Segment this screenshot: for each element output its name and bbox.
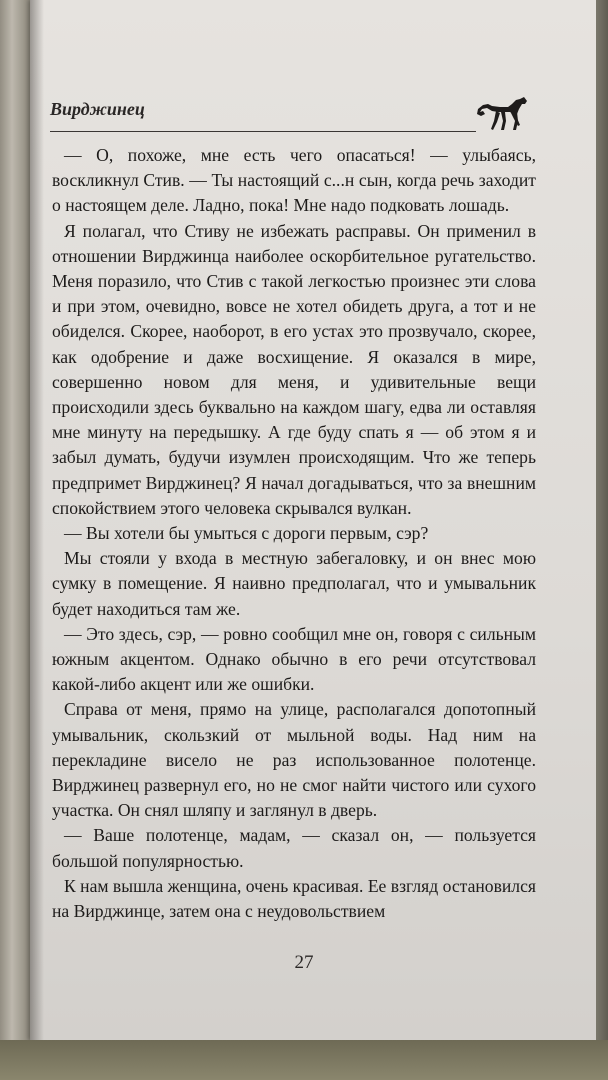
- paragraph: К нам вышла женщина, очень красивая. Ее взгляд остановился на Вирджинце, затем она с неудовольствием: [52, 875, 536, 922]
- body-text: [52, 143, 536, 924]
- paragraph: — О, похоже, мне есть чего опасаться! — улыбаясь, воскликнул Стив. — Ты настоящий с...н сын, когда речь заходит о настоящем деле. Ладно, пока! Мне надо подковать лошадь.: [52, 145, 536, 216]
- page-number: 27: [294, 952, 314, 973]
- paragraph: Мы стояли у входа в местную забегаловку, и он внес мою сумку в помещение. Я наивно предполагал, что и умывальник будет находиться там же.: [52, 548, 536, 619]
- adjacent-page-edge: [0, 0, 30, 1080]
- paragraph: — Вы хотели бы умыться с дороги первым, сэр?: [64, 523, 429, 544]
- page-stack-edge: [596, 0, 608, 1040]
- paragraph: — Это здесь, сэр, — ровно сообщил мне он, говоря с сильным южным акцентом. Однако обычно в его речи отсутствовал какой-либо акцент или же ошибки.: [52, 623, 536, 695]
- horse-icon: [474, 95, 530, 137]
- running-header-title: Вирджинец: [50, 99, 145, 119]
- header-rule: [50, 131, 476, 132]
- desk-surface: [0, 1040, 608, 1080]
- paragraph: Справа от меня, прямо на улице, располагался допотопный умывальник, скользкий от мыльной воды. Над ним на перекладине висело не раз использованное полотенце. Вирджинец развернул его, но не смог найти чистого или сухого участка. Он снял шляпу и заглянул в дверь.: [52, 699, 536, 821]
- paragraph: — Ваше полотенце, мадам, — сказал он, — пользуется большой популярностью.: [52, 825, 536, 871]
- binding-shadow: [30, 0, 44, 1040]
- paragraph: Я полагал, что Стиву не избежать расправы. Он применил в отношении Вирджинца наиболее оскорбительное ругательство. Меня поразило, что Стив с такой легкостью произнес эти слова и при этом, очевидно, вовсе не хотел обидеть друга, а тот и не обиделся. Скорее, наоборот, в его устах это прозвучало, скорее, как одобрение и даже восхищение. Я оказался в мире, совершенно новом для меня, и удивительные вещи происходили здесь буквально на каждом шагу, едва ли оставляя мне минуту на передышку. А где буду спать я — об этом я и забыл думать, будучи изумлен происходящим. Что же теперь предпримет Вирджинец? Я начал догадываться, что за внешним спокойствием этого человека скрывался вулкан.: [52, 220, 536, 518]
